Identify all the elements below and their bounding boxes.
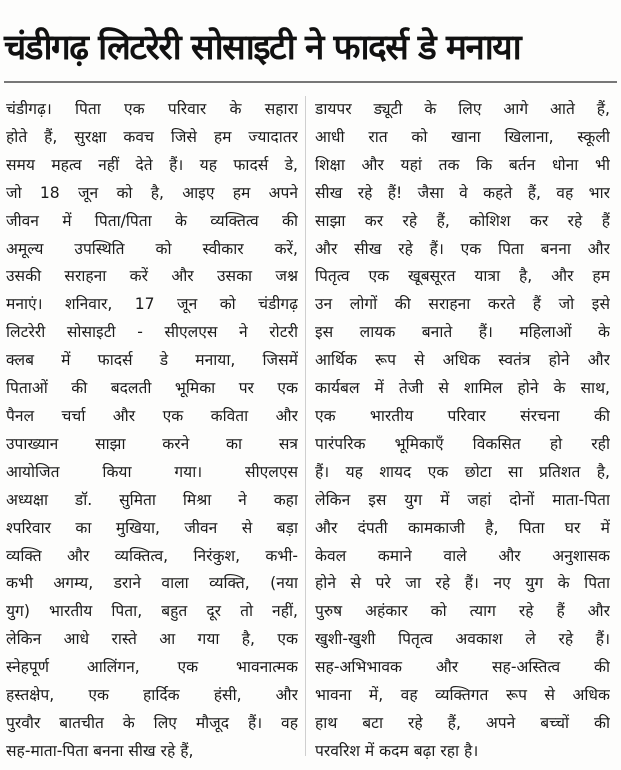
article-line: एक भारतीय परिवार संरचना की [315, 406, 610, 425]
article-line: उसकी सराहना करें और उसका जश्न [6, 267, 298, 286]
article-line: पिताओं की बदलती भूमिका पर एक [6, 379, 298, 398]
article-line: पुरवौर बातचीत के लिए मौजूद हैं। वह [6, 713, 298, 732]
article-line: होने से परे जा रहे हैं। नए युग के पिता [315, 574, 610, 593]
article-column-right [315, 96, 610, 766]
headline-rule [4, 81, 617, 83]
article-line: कार्यबल में तेजी से शामिल होने के साथ, [315, 379, 610, 398]
article-line: शिक्षा और यहां तक कि बर्तन धोना भी [315, 155, 610, 174]
article-line: आधी रात को खाना खिलाना, स्कूली [315, 127, 610, 146]
article-line: परवरिश में कदम बढ़ा रहा है। [315, 741, 479, 760]
article-line: स्नेहपूर्ण आलिंगन, एक भावनात्मक [6, 658, 298, 677]
article-line: अध्यक्षा डॉ. सुमिता मिश्रा ने कहा [6, 490, 298, 509]
article-line: समय महत्व नहीं देते हैं। यह फादर्स डे, [6, 155, 298, 174]
article-line: साझा कर रहे हैं, कोशिश कर रहे हैं [315, 211, 610, 230]
article-line: सह-माता-पिता बनना सीख रहे हैं, [6, 741, 194, 760]
column-divider [305, 96, 306, 756]
article-line: सह-अभिभावक और सह-अस्तित्व की [315, 658, 610, 677]
article-line: उन लोगों की सराहना करते हैं जो इसे [315, 295, 610, 314]
article-line: हस्तक्षेप, एक हार्दिक हंसी, और [6, 686, 298, 705]
article-line: क्लब में फादर्स डे मनाया, जिसमें [6, 351, 298, 370]
article-headline: चंडीगढ़ लिटरेरी सोसाइटी ने फादर्स डे मनाया [4, 28, 521, 68]
article-line: खुशी-खुशी पितृत्व अवकाश ले रहे हैं। [315, 630, 610, 649]
article-line: अमूल्य उपस्थिति को स्वीकार करें, [6, 239, 298, 258]
article-line: और दंपती कामकाजी है, पिता घर में [315, 518, 610, 537]
article-line: सीख रहे हैं! जैसा वे कहते हैं, वह भार [315, 183, 610, 202]
article-line: श्परिवार का मुखिया, जीवन से बड़ा [6, 518, 298, 537]
article-line: चंडीगढ़। पिता एक परिवार के सहारा [6, 100, 298, 118]
article-line: लेकिन इस युग में जहां दोनों माता-पिता [315, 490, 610, 509]
article-line: हाथ बटा रहे हैं, अपने बच्चों की [315, 713, 610, 732]
article-line: लेकिन आधे रास्ते आ गया है, एक [6, 630, 298, 649]
article-line: हैं। यह शायद एक छोटा सा प्रतिशत है, [315, 462, 610, 481]
article-line: मनाएं। शनिवार, 17 जून को चंडीगढ़ [6, 295, 298, 314]
article-line: डायपर ड्यूटी के लिए आगे आते हैं, [315, 100, 610, 118]
article-line: युग) भारतीय पिता, बहुत दूर तो नहीं, [6, 602, 298, 621]
article-line: पितृत्व एक खूबसूरत यात्रा है, और हम [315, 267, 610, 286]
article-line: कभी अगम्य, डराने वाला व्यक्ति, (नया [6, 574, 298, 593]
article-line: व्यक्ति और व्यक्तित्व, निरंकुश, कभी- [6, 546, 298, 565]
article-line: पुरुष अहंकार को त्याग रहे हैं और [315, 602, 610, 621]
article-line: पैनल चर्चा और एक कविता और [6, 406, 298, 425]
article-line: आयोजित किया गया। सीएलएस [6, 462, 298, 481]
article-line: होते हैं, सुरक्षा कवच जिसे हम ज्यादातर [6, 127, 298, 146]
article-line: लिटरेरी सोसाइटी - सीएलएस ने रोटरी [6, 323, 298, 342]
article-line: केवल कमाने वाले और अनुशासक [315, 546, 610, 565]
article-line: इस लायक बनाते हैं। महिलाओं के [315, 323, 610, 342]
article-line: भावना में, वह व्यक्तिगत रूप से अधिक [315, 686, 610, 705]
article-line: उपाख्यान साझा करने का सत्र [6, 434, 298, 453]
article-line: आर्थिक रूप से अधिक स्वतंत्र होने और [315, 351, 610, 370]
article-line: जीवन में पिता/पिता के व्यक्तित्व की [6, 211, 298, 230]
article-line: जो 18 जून को है, आइए हम अपने [6, 183, 298, 202]
article-line: पारंपरिक भूमिकाएँ विकसित हो रही [315, 434, 610, 453]
article-line: और सीख रहे हैं। एक पिता बनना और [315, 239, 610, 258]
article-column-left [6, 96, 298, 766]
